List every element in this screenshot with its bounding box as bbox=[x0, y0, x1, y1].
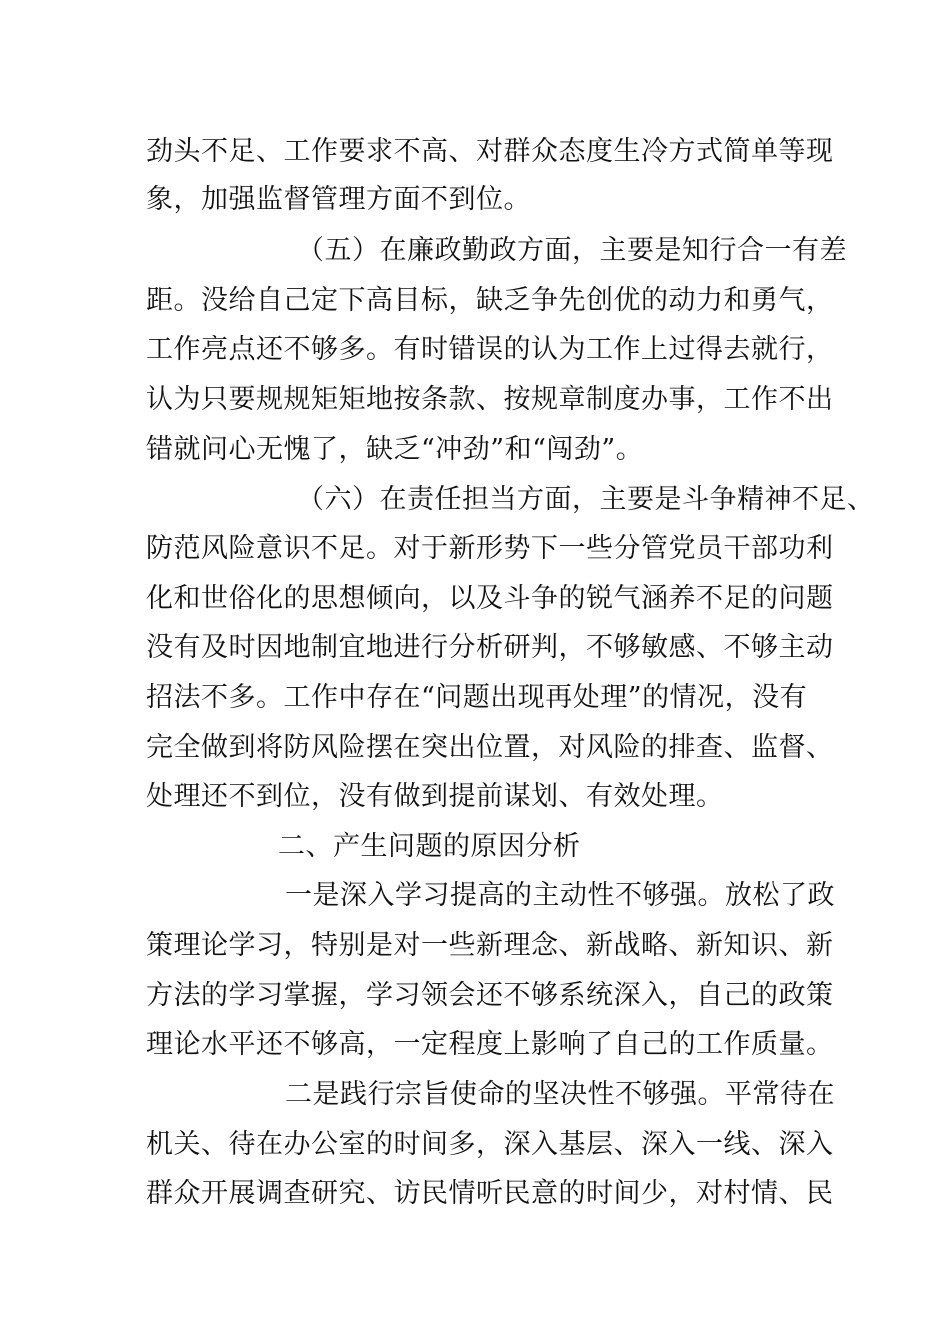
paragraph-line: 工作亮点还不够多。有时错误的认为工作上过得去就行， bbox=[146, 334, 834, 365]
paragraph-line: 处理还不到位，没有做到提前谋划、有效处理。 bbox=[146, 781, 724, 812]
paragraph-line: 没有及时因地制宜地进行分析研判，不够敏感、不够主动 bbox=[146, 632, 834, 663]
paragraph-line: 错就问心无愧了，缺乏“冲劲”和“闯劲”。 bbox=[146, 434, 644, 465]
paragraph-line: 一是深入学习提高的主动性不够强。放松了政 bbox=[285, 880, 835, 911]
paragraph-line: 完全做到将防风险摆在突出位置，对风险的排查、监督、 bbox=[146, 732, 834, 763]
paragraph-line: 象，加强监督管理方面不到位。 bbox=[146, 184, 531, 215]
paragraph-line: 招法不多。工作中存在“问题出现再处理”的情况，没有 bbox=[146, 682, 808, 713]
paragraph-line: 机关、待在办公室的时间多，深入基层、深入一线、深入 bbox=[146, 1129, 834, 1160]
section-heading-line: （六）在责任担当方面，主要是斗争精神不足、 bbox=[297, 484, 875, 515]
section-title: 二、产生问题的原因分析 bbox=[278, 831, 581, 862]
paragraph-line: 二是践行宗旨使命的坚决性不够强。平常待在 bbox=[285, 1079, 835, 1110]
paragraph-line: 化和世俗化的思想倾向，以及斗争的锐气涵养不足的问题 bbox=[146, 583, 834, 614]
paragraph-line: 距。没给自己定下高目标，缺乏争先创优的动力和勇气， bbox=[146, 285, 834, 316]
paragraph-line: 方法的学习掌握，学习领会还不够系统深入，自己的政策 bbox=[146, 980, 834, 1011]
paragraph-line: 认为只要规规矩矩地按条款、按规章制度办事，工作不出 bbox=[146, 384, 834, 415]
paragraph-line: 理论水平还不够高，一定程度上影响了自己的工作质量。 bbox=[146, 1029, 834, 1060]
paragraph-line: 劲头不足、工作要求不高、对群众态度生冷方式简单等现 bbox=[146, 136, 834, 167]
section-heading-line: （五）在廉政勤政方面，主要是知行合一有差 bbox=[297, 235, 847, 266]
paragraph-line: 群众开展调查研究、访民情听民意的时间少，对村情、民 bbox=[146, 1178, 834, 1209]
paragraph-line: 策理论学习，特别是对一些新理念、新战略、新知识、新 bbox=[146, 930, 834, 961]
paragraph-line: 防范风险意识不足。对于新形势下一些分管党员干部功利 bbox=[146, 533, 834, 564]
